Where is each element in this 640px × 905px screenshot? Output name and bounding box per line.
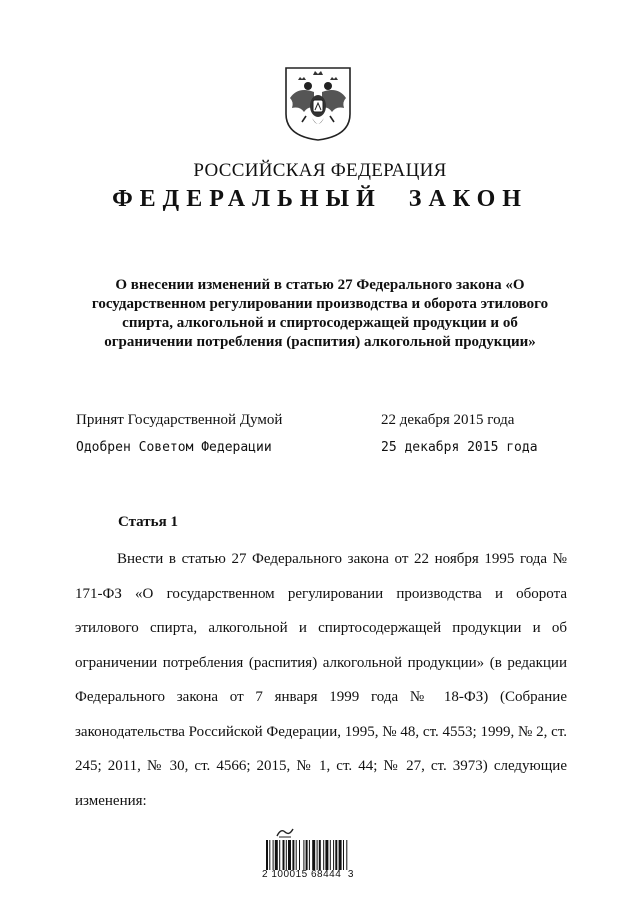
barcode-bar [317, 840, 318, 870]
barcode-bars-icon [266, 840, 376, 870]
barcode-bar [303, 840, 304, 870]
barcode-bar [306, 840, 308, 870]
adoption-date: 25 декабря 2015 года [381, 440, 538, 455]
barcode-number: 2 100015 68444 3 [262, 869, 354, 880]
barcode-bar [266, 840, 268, 870]
article-body: Внести в статью 27 Федерального закона от 22 ноября 1995 года № 171-ФЗ «О государственном регулировании производства и оборота этилового спирта, алкогольной и спиртосодержащей продукции и об ограничении потребления (распития) алкогольной продукции» (в редакции Федерального закона от 7 января 1999 года № 18-ФЗ) (Собрание законодательства Российской Федерации, 1995, № 48, ст. 4553; 1999, № 2, ст. 245; 2011, № 30, ст. 4566; 2015, № 1, ст. 44; № 27, ст. 3973) следующие изменения: [75, 551, 567, 809]
barcode-bar [319, 840, 321, 870]
barcode-bar [283, 840, 285, 870]
barcode-bar [288, 840, 291, 870]
barcode-bar [309, 840, 310, 870]
barcode-bar [343, 840, 344, 870]
adoption-org: Одобрен Советом Федерации [76, 440, 272, 455]
country-name: РОССИЙСКАЯ ФЕДЕРАЦИЯ [193, 160, 447, 181]
barcode-bar [286, 840, 287, 870]
barcode-bar [269, 840, 270, 870]
barcode-bar [330, 840, 331, 870]
article-heading: Статья 1 [118, 514, 178, 530]
barcode-bar [333, 840, 334, 870]
adoption-org: Принят Государственной Думой [76, 412, 283, 428]
barcode-bar [339, 840, 342, 870]
adoption-date: 22 декабря 2015 года [381, 412, 515, 428]
barcode-bar [296, 840, 297, 870]
barcode-bar [325, 840, 328, 870]
barcode-bar [292, 840, 294, 870]
barcode-bar [299, 840, 300, 870]
barcode-bar [279, 840, 280, 870]
barcode-bar [335, 840, 337, 870]
barcode [262, 826, 382, 882]
barcode-bar [275, 840, 278, 870]
barcode-bar [312, 840, 315, 870]
law-title: О внесении изменений в статью 27 Федерального закона «О государственном регулировании производства и оборота этилового спирта, алкогольной и спиртосодержащей продукции и об ограничении потребления (распития) алкогольной продукции» [91, 277, 549, 350]
barcode-bar [346, 840, 347, 870]
coat-of-arms-icon [284, 66, 352, 142]
document-type: ФЕДЕРАЛЬНЫЙ ЗАКОН [112, 186, 528, 212]
barcode-logo-icon [276, 826, 294, 838]
barcode-bar [323, 840, 324, 870]
barcode-bar [273, 840, 274, 870]
